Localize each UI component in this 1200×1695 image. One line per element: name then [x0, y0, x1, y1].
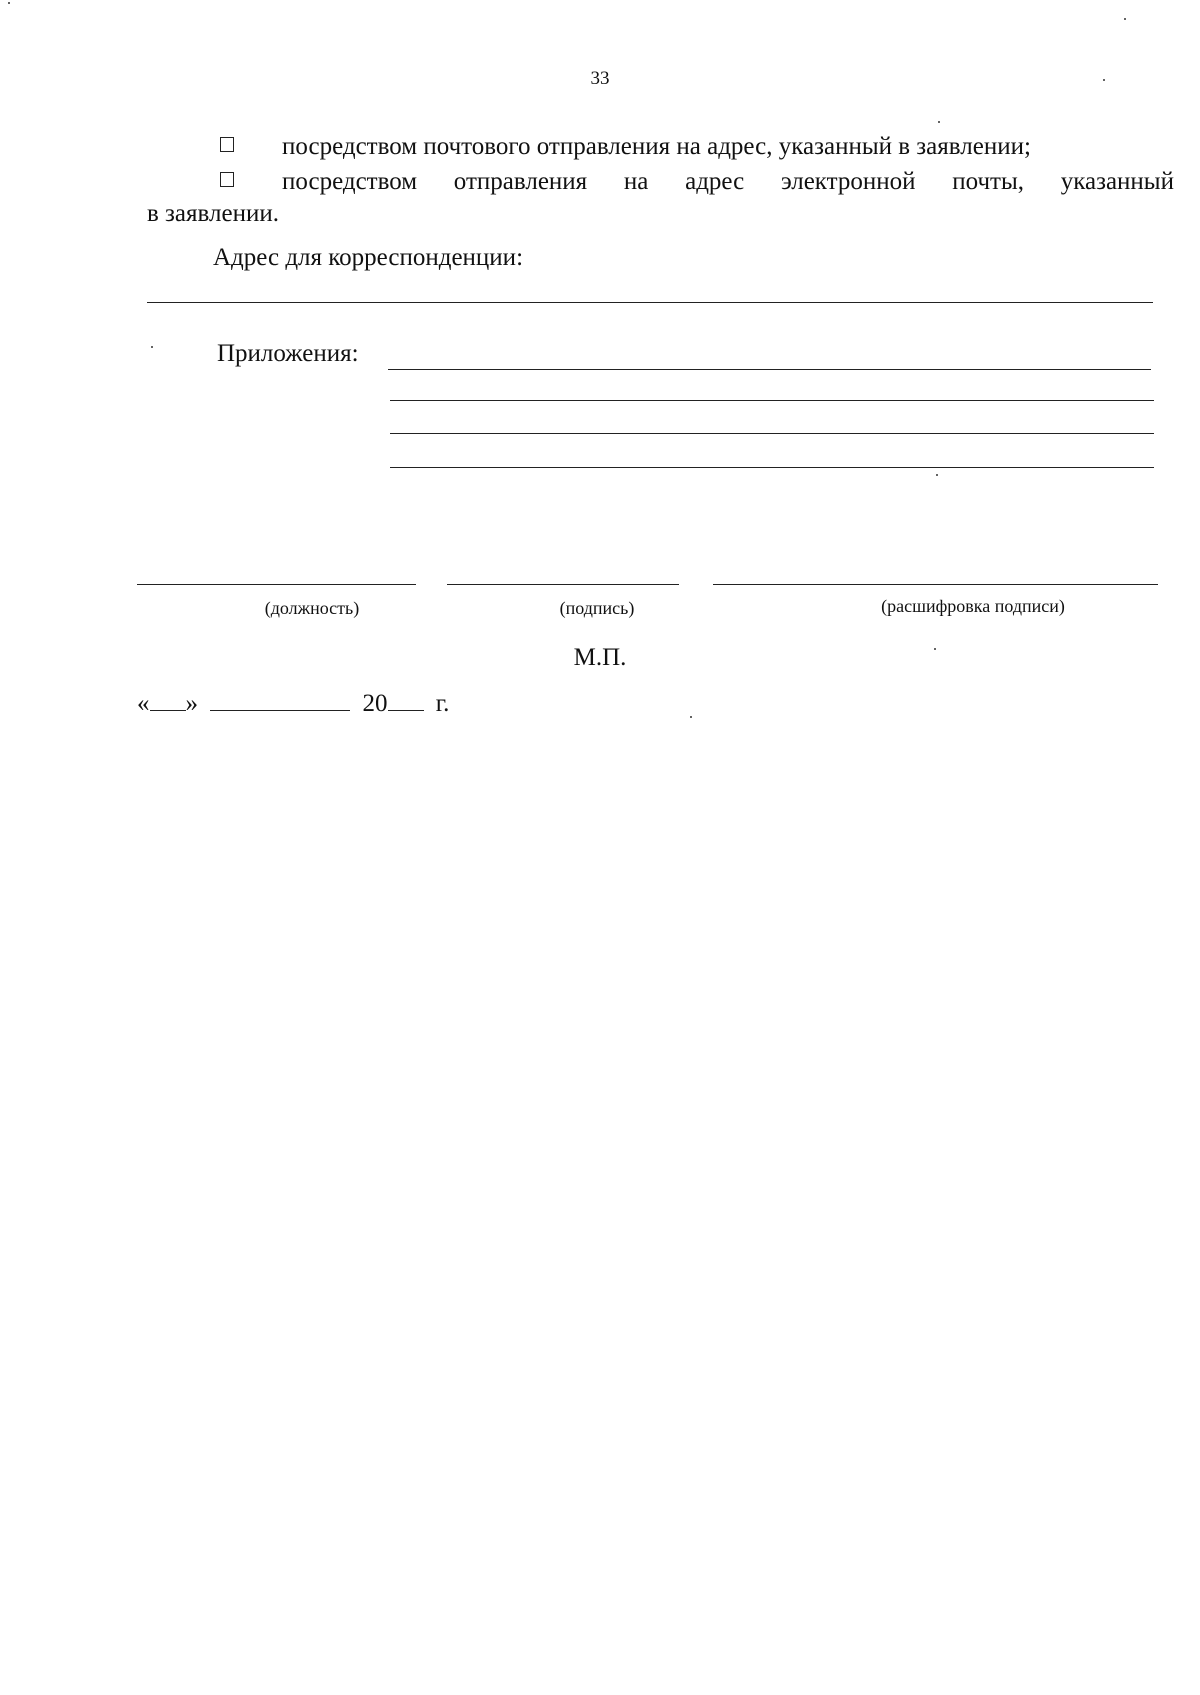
scan-speck [936, 474, 938, 476]
checkbox[interactable] [220, 137, 234, 152]
correspondence-address-label: Адрес для корреспонденции: [213, 244, 524, 271]
attachments-line[interactable] [390, 467, 1154, 468]
scan-speck [938, 121, 940, 123]
month-blank[interactable] [210, 690, 350, 711]
delivery-option-text: посредством почтового отправления на адрес, указанный в заявлении; [282, 133, 1031, 160]
date-field [137, 690, 449, 718]
scan-speck [934, 648, 936, 650]
correspondence-address-line[interactable] [147, 302, 1153, 303]
page-number: 33 [590, 68, 610, 89]
attachments-line[interactable] [388, 369, 1151, 370]
signature-caption: (подпись) [559, 598, 635, 618]
year-suffix: г. [435, 690, 450, 717]
scan-speck [151, 346, 153, 348]
year-blank[interactable] [388, 690, 424, 711]
signature-decode-line[interactable] [713, 584, 1158, 585]
signature-decode-caption: (расшифровка подписи) [881, 596, 1065, 616]
day-blank[interactable] [150, 690, 186, 711]
attachments-line[interactable] [390, 433, 1154, 434]
date-open-quote: « [137, 690, 150, 717]
scan-speck [690, 716, 692, 718]
year-prefix: 20 [362, 690, 388, 717]
checkbox[interactable] [220, 172, 234, 187]
position-caption: (должность) [264, 598, 360, 618]
attachments-label: Приложения: [217, 340, 359, 367]
scan-speck [8, 2, 10, 4]
position-line[interactable] [137, 584, 416, 585]
scan-speck [1124, 18, 1126, 20]
date-close-quote: » [185, 690, 198, 717]
scan-speck [1103, 79, 1105, 81]
delivery-option-text: посредством отправления на адрес электронной почты, указанный [282, 168, 1174, 195]
signature-line[interactable] [447, 584, 679, 585]
stamp-place: М.П. [573, 644, 627, 671]
attachments-line[interactable] [390, 400, 1154, 401]
delivery-option-continuation: в заявлении. [147, 200, 279, 227]
